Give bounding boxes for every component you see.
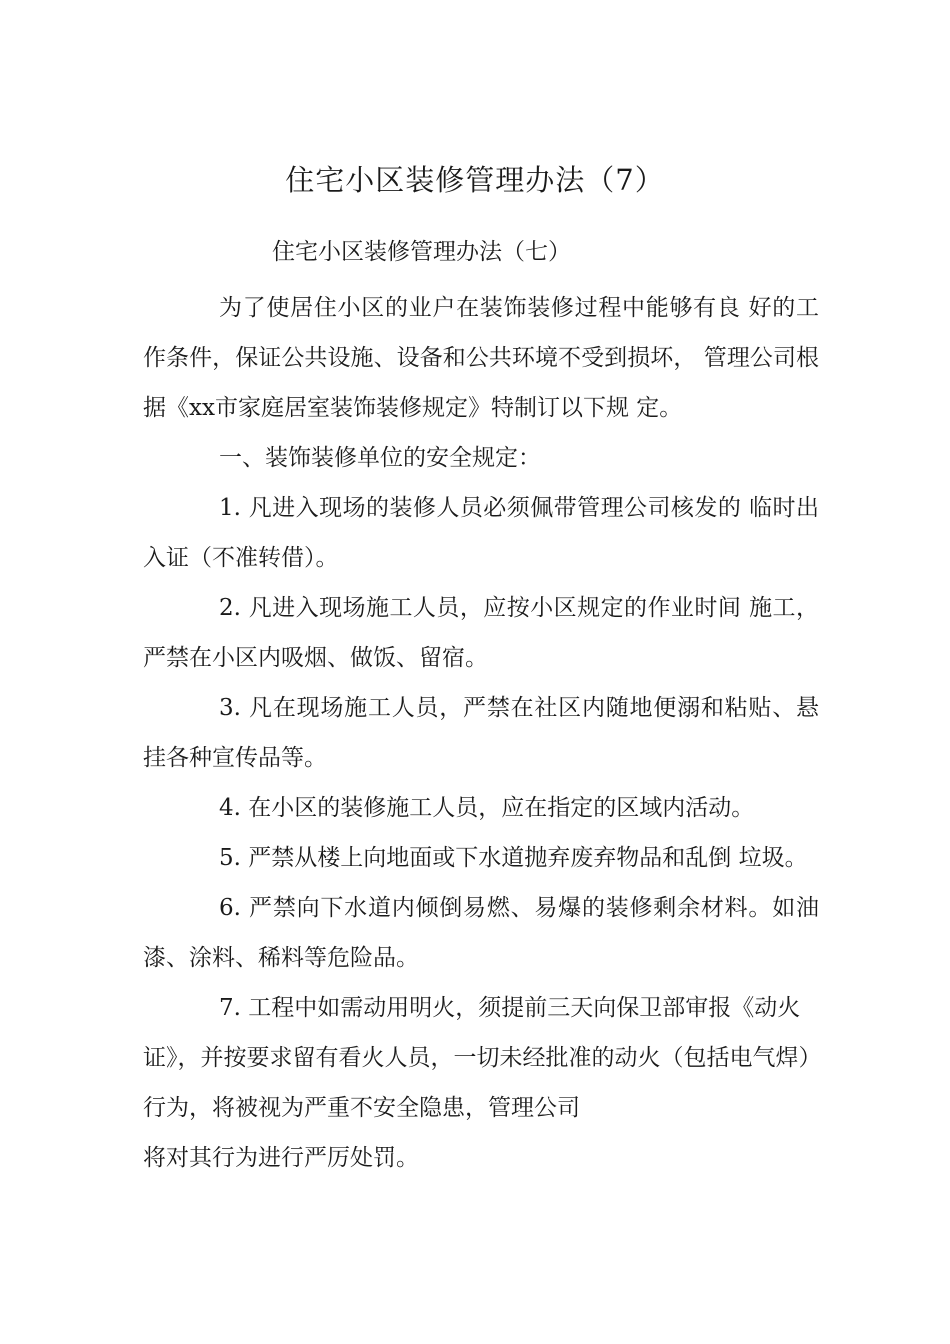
- intro-paragraph: 为了使居住小区的业户在装饰装修过程中能够有良 好的工作条件，保证公共设施、设备和公共环境不受到损坏， 管理公司根据《xx市家庭居室装饰装修规定》特制订以下规 定。: [143, 295, 819, 421]
- rule-item-7: 7. 工程中如需动用明火，须提前三天向保卫部审报《动火证》，并按要求留有看火人员，一切未经批准的动火（包括电气焊）行为，将被视为严重不安全隐患，管理公司: [143, 995, 810, 1121]
- document-body: [143, 283, 819, 1183]
- rule-item-6: 6. 严禁向下水道内倾倒易燃、易爆的装修剩余材料。如油漆、涂料、稀料等危险品。: [143, 895, 819, 971]
- rule-item-3: 3. 凡在现场施工人员，严禁在社区内随地便溺和粘贴、悬挂各种宣传品等。: [143, 695, 819, 771]
- rule-item-7-tail: 将对其行为进行严厉处罚。: [143, 1145, 419, 1171]
- rule-item-4: 4. 在小区的装修施工人员，应在指定的区域内活动。: [219, 795, 755, 821]
- document-title: 住宅小区装修管理办法（7）: [285, 163, 665, 197]
- rule-item-5: 5. 严禁从楼上向地面或下水道抛弃废弃物品和乱倒 垃圾。: [219, 845, 808, 871]
- document-subtitle: 住宅小区装修管理办法（七）: [272, 239, 571, 265]
- rule-item-2: 2. 凡进入现场施工人员，应按小区规定的作业时间 施工，严禁在小区内吸烟、做饭、留宿。: [143, 595, 819, 671]
- section-heading: 一、装饰装修单位的安全规定：: [219, 445, 541, 471]
- rule-item-1: 1. 凡进入现场的装修人员必须佩带管理公司核发的 临时出入证（不准转借）。: [143, 495, 819, 571]
